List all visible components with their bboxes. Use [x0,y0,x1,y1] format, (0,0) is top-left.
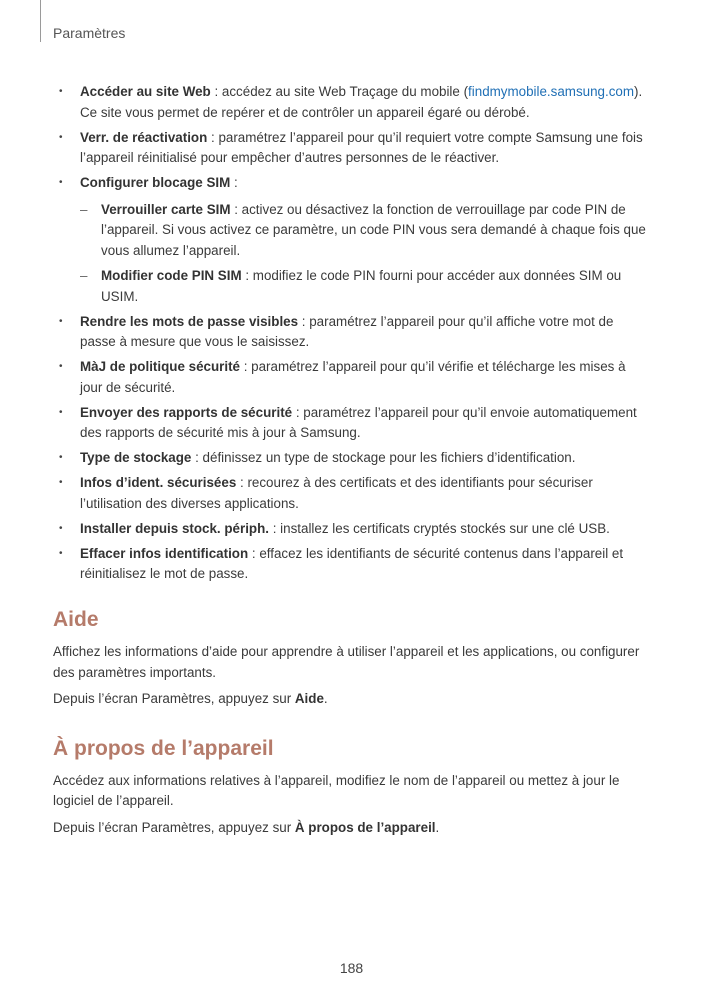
list-item-term: Rendre les mots de passe visibles [80,313,299,329]
list-item-text: : paramétrez l’appareil pour qu’il envoie automatiquement des rapports de sécurité mis à jour à Samsung. [80,404,637,441]
sub-list-item [80,266,651,307]
list-item-text: : [230,175,238,191]
instruction-term: À propos de l’appareil [294,819,436,835]
list-item-term: Type de stockage [80,450,192,466]
section-heading-apropos: À propos de l’appareil [53,736,274,760]
list-item-text: : paramétrez l’appareil pour qu’il requiert votre compte Samsung une fois l’appareil réinitialisé pour empêcher d’autres personnes de le réactiver. [80,129,643,166]
aide-instruction [53,689,651,710]
list-item [53,544,651,585]
list-item-text: : installez les certificats cryptés stockés sur une clé USB. [269,520,610,536]
bullet-dot-icon: • [59,315,63,327]
header-rule [40,0,41,42]
list-item [53,473,651,514]
sub-list-item-term: Verrouiller carte SIM [101,201,231,217]
list-item-text: : paramétrez l’appareil pour qu’il vérifie et télécharge les mises à jour de sécurité. [80,359,626,395]
bullet-dot-icon: • [59,477,63,489]
instruction-term: Aide [294,691,324,707]
list-item [53,448,651,469]
instruction-text: . [323,691,328,707]
bullet-dot-icon: • [59,522,63,534]
list-item [53,173,651,307]
list-item [53,357,651,398]
list-item-text: : définissez un type de stockage pour les fichiers d’identification. [191,450,576,466]
apropos-instruction [53,818,651,839]
list-item [53,312,651,353]
list-item-text: : recourez à des certificats et des identifiants pour sécuriser l’utilisation des diverses applications. [80,475,593,511]
dash-icon: – [80,201,88,217]
list-item-term: Verr. de réactivation [80,129,208,145]
content [53,82,651,839]
list-item-text: : effacez les identifiants de sécurité contenus dans l’appareil et réinitialisez le mot de passe. [80,545,624,582]
sub-list-item-term: Modifier code PIN SIM [101,267,242,283]
sub-list-item [80,200,651,262]
bullet-dot-icon: • [59,177,63,189]
list-item-term: MàJ de politique sécurité [80,359,240,375]
list-item [53,82,651,123]
list-item-term: Effacer infos identification [80,545,249,561]
list-item-text: : paramétrez l’appareil pour qu’il affiche votre mot de passe à mesure que vous le saisissez. [80,313,614,350]
running-head: Paramètres [53,25,126,41]
list-item-term: Infos d’ident. sécurisées [80,475,237,491]
list-item-term: Accéder au site Web [80,84,211,99]
list-item-term: Installer depuis stock. périph. [80,520,270,536]
findmymobile-link[interactable]: findmymobile.samsung.com [468,84,635,99]
list-item [53,519,651,540]
bullet-dot-icon: • [59,86,63,97]
bullet-dot-icon: • [59,131,63,143]
bullet-dot-icon: • [59,452,63,464]
sub-list-item-text: : activez ou désactivez la fonction de verrouillage par code PIN de l’appareil. Si vous activez ce paramètre, un code PIN vous sera demandé à chaque fois que vous allumez l’appareil. [101,201,646,258]
list-item-term: Envoyer des rapports de sécurité [80,404,293,420]
instruction-text: Depuis l’écran Paramètres, appuyez sur [53,691,295,707]
instruction-text: . [435,819,440,835]
sub-list-item-text: : modifiez le code PIN fourni pour accéder aux données SIM ou USIM. [101,267,622,304]
bullet-dot-icon: • [59,547,63,559]
list-item-text: ). Ce site vous permet de repérer et de contrôler un appareil égaré ou dérobé. [80,84,643,120]
dash-icon: – [80,267,88,283]
instruction-text: Depuis l’écran Paramètres, appuyez sur [53,819,295,835]
list-item [53,128,651,169]
bullet-dot-icon: • [59,361,63,373]
sim-lock-sublist [80,200,651,307]
settings-list [53,82,651,585]
apropos-paragraph: Accédez aux informations relatives à l’appareil, modifiez le nom de l’appareil ou mettez à jour le logiciel de l’appareil. [53,772,620,809]
list-item [53,403,651,444]
list-item-term: Configurer blocage SIM [80,175,231,191]
aide-paragraph: Affichez les informations d’aide pour apprendre à utiliser l’appareil et les applications, ou configurer des paramètres importants. [53,643,640,680]
bullet-dot-icon: • [59,406,63,418]
list-item-text: : accédez au site Web Traçage du mobile ( [210,84,469,99]
section-heading-aide: Aide [53,607,99,631]
page-number: 188 [339,960,364,976]
